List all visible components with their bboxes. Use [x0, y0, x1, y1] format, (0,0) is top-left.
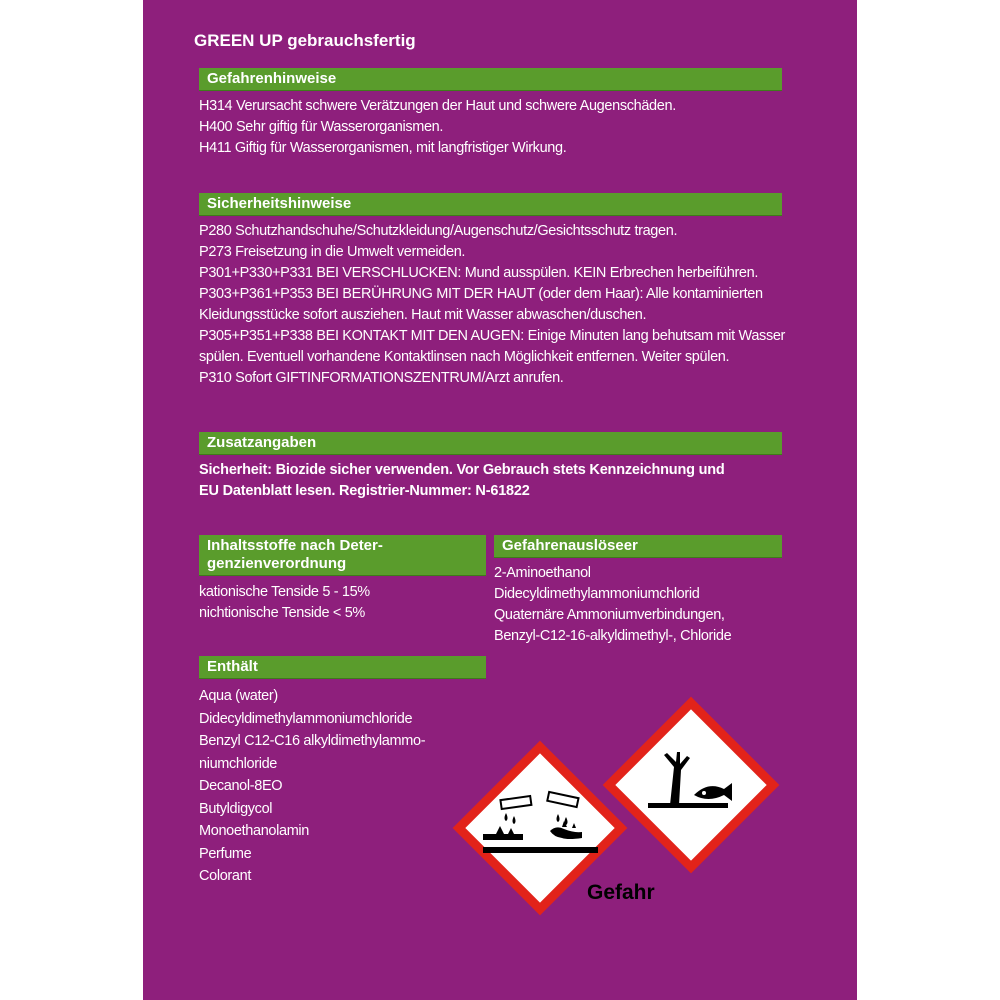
detergent-ingredients-list: [199, 582, 370, 624]
hazard-trigger: Benzyl-C12-16-alkyldimethyl-, Chloride: [494, 628, 732, 644]
hazard-triggers-list: [494, 563, 731, 647]
precautionary-statement: P310 Sofort GIFTINFORMATIONSZENTRUM/Arzt anrufen.: [199, 370, 564, 386]
precautionary-statements-heading: Sicherheitshinweise: [199, 193, 782, 216]
hazard-statements-list: [199, 96, 676, 159]
additional-info-line: EU Datenblatt lesen. Registrier-Nummer: N-61822: [199, 483, 530, 499]
precautionary-statement: spülen. Eventuell vorhandene Kontaktlinsen nach Möglichkeit entfernen. Weiter spülen.: [199, 349, 730, 365]
product-title: GREEN UP gebrauchsfertig: [194, 31, 416, 50]
environment-pictogram-icon: [609, 703, 773, 867]
contains-heading: Enthält: [199, 656, 486, 679]
hazard-statements-heading: Gefahrenhinweise: [199, 68, 782, 91]
precautionary-statement: P305+P351+P338 BEI KONTAKT MIT DEN AUGEN: Einige Minuten lang behutsam mit Wasser: [199, 328, 786, 344]
signal-word: Gefahr: [587, 881, 655, 904]
hazard-statement: H400 Sehr giftig für Wasserorganismen.: [199, 119, 444, 135]
contains-item: Butyldigycol: [199, 800, 273, 817]
precautionary-statement: P301+P330+P331 BEI VERSCHLUCKEN: Mund ausspülen. KEIN Erbrechen herbeiführen.: [199, 265, 759, 281]
contains-item: Perfume: [199, 845, 252, 862]
precautionary-statement: P273 Freisetzung in die Umwelt vermeiden.: [199, 244, 466, 260]
detergent-ingredients-heading: Inhaltsstoffe nach Deter- genzienverordnung: [199, 535, 486, 576]
hazard-statement: H411 Giftig für Wasserorganismen, mit langfristiger Wirkung.: [199, 140, 567, 156]
detergent-ingredient: nichtionische Tenside < 5%: [199, 605, 365, 621]
hazard-triggers-heading: Gefahrenauslöseer: [494, 535, 782, 558]
contains-item: Didecyldimethylammoniumchloride: [199, 710, 413, 727]
precautionary-statement: P280 Schutzhandschuhe/Schutzkleidung/Augenschutz/Gesichtsschutz tragen.: [199, 223, 678, 239]
additional-info-heading: Zusatzangaben: [199, 432, 782, 455]
product-label: [143, 0, 857, 1000]
hazard-trigger: Didecyldimethylammoniumchlorid: [494, 586, 700, 602]
precautionary-statements-list: [199, 221, 785, 389]
contains-item: Aqua (water): [199, 688, 278, 704]
contains-item: Benzyl C12-C16 alkyldimethylammo-: [199, 733, 426, 749]
contains-item: Decanol-8EO: [199, 778, 283, 794]
additional-info-line: Sicherheit: Biozide sicher verwenden. Vor Gebrauch stets Kennzeichnung und: [199, 462, 725, 478]
detergent-ingredient: kationische Tenside 5 - 15%: [199, 584, 370, 600]
hazard-trigger: 2-Aminoethanol: [494, 565, 591, 581]
precautionary-statement: P303+P361+P353 BEI BERÜHRUNG MIT DER HAUT (oder dem Haar): Alle kontaminierten: [199, 286, 763, 302]
additional-info-text: [199, 460, 725, 502]
precautionary-statement: Kleidungsstücke sofort ausziehen. Haut mit Wasser abwaschen/duschen.: [199, 307, 647, 323]
contains-item: Monoethanolamin: [199, 823, 310, 839]
contains-item: Colorant: [199, 868, 252, 884]
hazard-statement: H314 Verursacht schwere Verätzungen der Haut und schwere Augenschäden.: [199, 98, 676, 114]
hazard-trigger: Quaternäre Ammoniumverbindungen,: [494, 607, 725, 623]
contains-item: niumchloride: [199, 755, 278, 772]
contains-list: [199, 685, 425, 888]
